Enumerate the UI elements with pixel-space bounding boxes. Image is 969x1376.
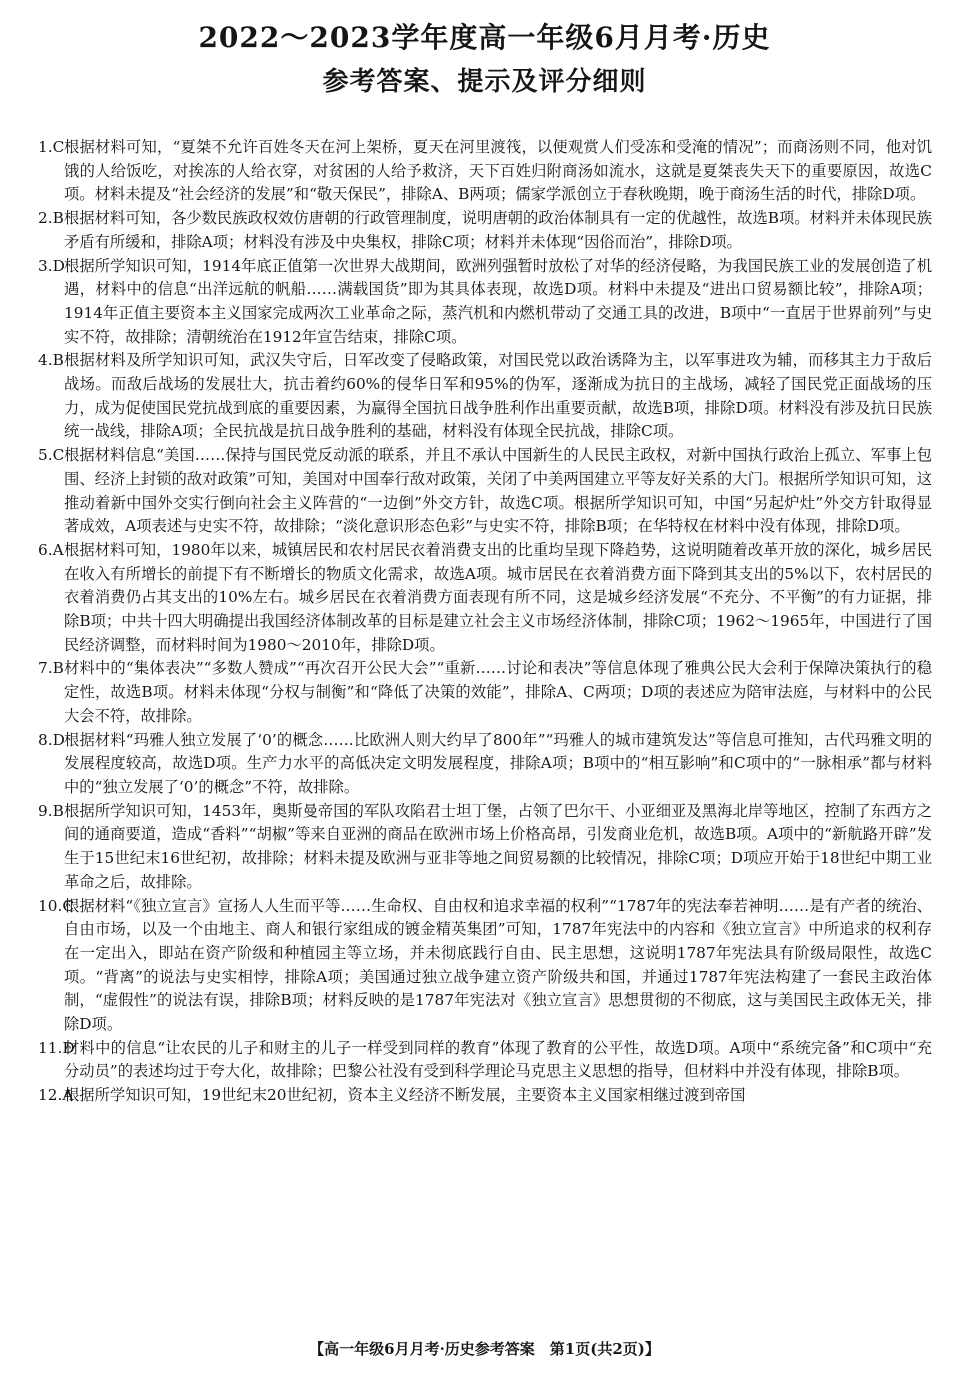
answer-number: 9.B [38,801,64,820]
answer-item-4 [38,349,932,444]
page-title: 2022～2023学年度高一年级6月月考·历史 [198,21,771,54]
answer-item-10 [38,895,932,1037]
answer-item-8 [38,729,932,800]
answer-number: 1.C [38,138,65,156]
answer-number: 12.A [38,1086,74,1105]
answer-number: 11.D [38,1038,75,1057]
answer-item-7 [38,657,932,728]
answer-item-2 [38,207,932,254]
answer-list [38,136,932,1108]
answer-number: 8.D [38,730,65,749]
answer-text: 材料中的“集体表决”“多数人赞成”“再次召开公民大会”“重新……讨论和表决”等信息体现了雅典公民大会利于保障决策执行的稳定性，故选B项。材料未体现“分权与制衡”和“降低了决策的效能”，排除A、C两项；D项的表述应为陪审法庭，与材料中的公民大会不符，故排除。 [64,659,932,725]
answer-number: 3.D [38,256,65,275]
answer-item-12 [38,1084,932,1108]
answer-text: 根据材料可知，“夏桀不允许百姓冬天在河上架桥，夏天在河里渡筏，以便观赏人们受冻和受淹的情况”；而商汤则不同，他对饥饿的人给饭吃，对挨冻的人给衣穿，对贫困的人给予救济，天下百姓归附商汤如流水，这就是夏桀丧失天下的重要原因，故选C项。材料未提及“社会经济的发展”和“敬天保民”，排除A、B两项；儒家学派创立于春秋晚期，晚于商汤生活的时代，排除D项。 [64,138,932,204]
answer-text: 根据所学知识可知，1914年底正值第一次世界大战期间，欧洲列强暂时放松了对华的经济侵略，为我国民族工业的发展创造了机遇，材料中的信息“出洋远航的帆船……满载国货”即为其具体表现，故选D项。材料中未提及“进出口贸易额比较”，排除A项；1914年正值主要资本主义国家完成两次工业革命之际，蒸汽机和内燃机带动了交通工具的改进，B项中“一直居于世界前列”与史实不符，故排除；清朝统治在1912年宣告结束，排除C项。 [64,256,932,346]
answer-number: 2.B [38,209,64,228]
answer-text: 根据材料可知，各少数民族政权效仿唐朝的行政管理制度，说明唐朝的政治体制具有一定的优越性，故选B项。材料并未体现民族矛盾有所缓和，排除A项；材料没有涉及中央集权，排除C项；材料并未体现“因俗而治”，排除D项。 [64,209,932,251]
answer-text: 根据所学知识可知，19世纪末20世纪初，资本主义经济不断发展，主要资本主义国家相继过渡到帝国 [64,1086,746,1105]
answer-item-11 [38,1037,932,1084]
answer-item-9 [38,800,932,895]
answer-item-6 [38,539,932,658]
answer-item-5 [38,444,932,539]
answer-number: 5.C [38,446,65,465]
page-footer: 【高一年级6月月考·历史参考答案 第1页(共2页)】 [309,1340,660,1358]
answer-text: 根据材料“《独立宣言》宣扬人人生而平等……生命权、自由权和追求幸福的权利”“1787年的宪法奉若神明……是有产者的统治、自由市场，以及一个由地主、商人和银行家组成的镀金精英集团”可知，1787年宪法中的内容和《独立宣言》中所追求的权利存在一定出入，即站在资产阶级和种植园主等立场，并未彻底践行自由、民主思想，这说明1787年宪法具有阶级局限性，故选C项。“背离”的说法与史实相悖，排除A项；美国通过独立战争建立资产阶级共和国，并通过1787年宪法构建了一套民主政治体制，“虚假性”的说法有误，排除B项；材料反映的是1787年宪法对《独立宣言》思想贯彻的不彻底，这与美国民主政体无关，排除D项。 [64,896,932,1034]
page-subtitle: 参考答案、提示及评分细则 [322,67,647,97]
answer-number: 4.B [38,351,64,370]
answer-text: 材料中的信息“让农民的儿子和财主的儿子一样受到同样的教育”体现了教育的公平性，故选D项。A项中“系统完备”和C项中“充分动员”的表述均过于夸大化，故排除；巴黎公社没有受到科学理论马克思主义思想的指导，但材料中并没有体现，排除B项。 [64,1038,932,1081]
answer-text: 根据材料及所学知识可知，武汉失守后，日军改变了侵略政策，对国民党以政治诱降为主，以军事进攻为辅，而移其主力于敌后战场。而敌后战场的发展壮大，抗击着约60%的侵华日军和95%的伪军，逐渐成为抗日的主战场，减轻了国民党正面战场的压力，成为促使国民党抗战到底的重要因素，为赢得全国抗日战争胜利作出重要贡献，故选B项，排除D项。材料没有涉及抗日民族统一战线，排除A项；全民抗战是抗日战争胜利的基础，材料没有体现全民抗战，排除C项。 [64,351,932,441]
answer-item-3 [38,255,932,350]
answer-number: 10.C [38,896,75,915]
answer-text: 根据材料“玛雅人独立发展了‘0’的概念……比欧洲人则大约早了800年”“玛雅人的城市建筑发达”等信息可推知，古代玛雅文明的发展程度较高，故选D项。生产力水平的高低决定文明发展程度，排除A项；B项中的“相互影响”和C项中的“一脉相承”都与材料中的“独立发展了‘0’的概念”不符，故排除。 [64,730,932,796]
answer-item-1 [38,136,932,207]
answer-text: 根据材料信息“美国……保持与国民党反动派的联系，并且不承认中国新生的人民民主政权，对新中国执行政治上孤立、军事上包围、经济上封锁的敌对政策”可知，美国对中国奉行敌对政策，关闭了中美两国建立平等友好关系的大门。根据所学知识可知，这推动着新中国外交实行倒向社会主义阵营的“一边倒”外交方针，故选C项。根据所学知识可知，中国“另起炉灶”外交方针取得显著成效，A项表述与史实不符，故排除；“淡化意识形态色彩”与史实不符，排除B项；在华特权在材料中没有体现，排除D项。 [64,446,932,536]
answer-number: 7.B [38,659,64,678]
answer-text: 根据所学知识可知，1453年，奥斯曼帝国的军队攻陷君士坦丁堡，占领了巴尔干、小亚细亚及黑海北岸等地区，控制了东西方之间的通商要道，造成“香料”“胡椒”等来自亚洲的商品在欧洲市场上价格高昂，引发商业危机，故选B项。A项中的“新航路开辟”发生于15世纪末16世纪初，故排除；材料未提及欧洲与亚非等地之间贸易额的比较情况，排除C项；D项应开始于18世纪中期工业革命之后，故排除。 [64,801,932,891]
answer-number: 6.A [38,540,64,559]
answer-text: 根据材料可知，1980年以来，城镇居民和农村居民衣着消费支出的比重均呈现下降趋势，这说明随着改革开放的深化，城乡居民在收入有所增长的前提下有不断增长的物质文化需求，故选A项。城市居民在衣着消费方面下降到其支出的5%以下，农村居民的衣着消费仍占其支出的10%左右。城乡居民在衣着消费方面表现有所不同，这是城乡经济发展“不充分、不平衡”的有力证据，排除B项；中共十四大明确提出我国经济体制改革的目标是建立社会主义市场经济体制，排除C项；1962～1965年，中国进行了国民经济调整，而材料时间为1980～2010年，排除D项。 [64,540,932,654]
